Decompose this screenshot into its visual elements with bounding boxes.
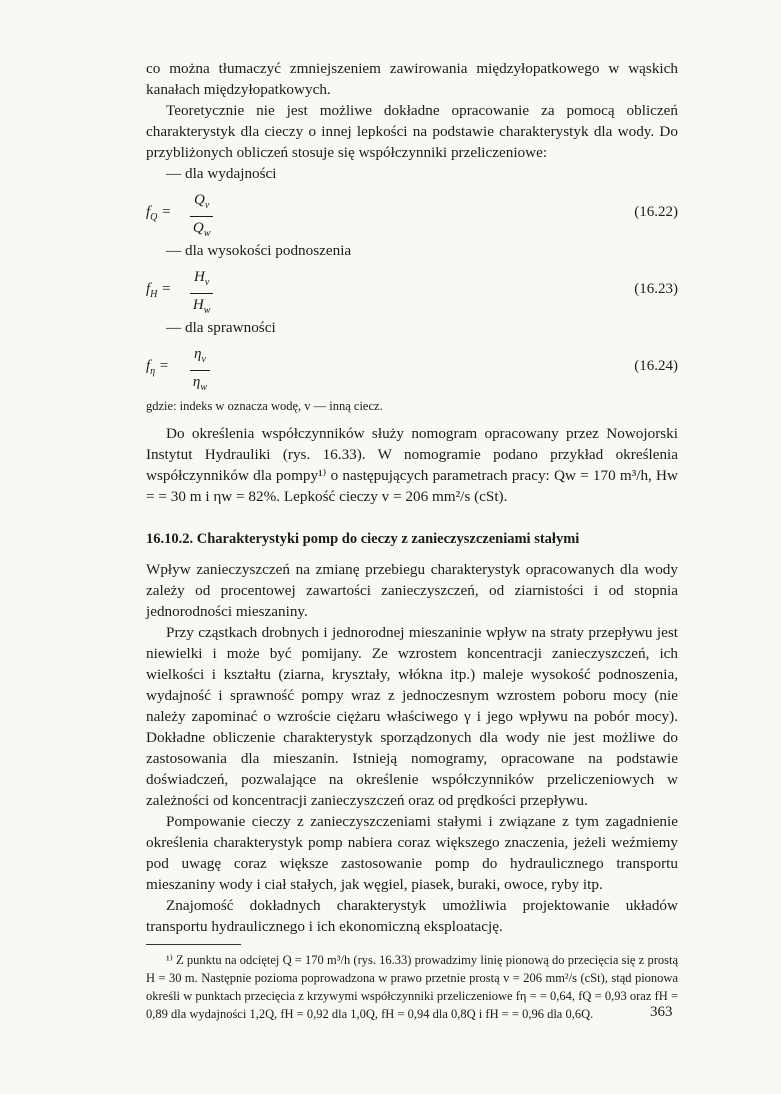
paragraph-5: Przy cząstkach drobnych i jednorodnej mieszaninie wpływ na straty przepływu jest niewielki i może być pomijany. Ze wzrostem koncentracji zanieczyszczeń, ich wielkości i kształtu (ziarna, kryształy, włókna itp.) maleje wysokość podnoszenia, wydajność i sprawność pompy wraz z jednoczesnym wzrostem poboru mocy (nie należy zapominać o wzroście ciężaru właściwego γ i jego wpływu na pobór mocy). Dokładne obliczenie charakterystyk sporządzonych dla wody nie jest możliwe do zastosowania dla mieszanin. Istnieją nomogramy, opracowane na podstawie doświadczeń, pozwalające na określenie współczynników przeliczeniowych w zależności od koncentracji zanieczyszczeń oraz od prędkości przepływu. [146,624,678,809]
fraction [190,344,210,399]
numerator-sub: v [204,200,210,211]
page-body [146,58,678,1023]
paragraph-7: Znajomość dokładnych charakterystyk umożliwia projektowanie układów transportu hydraulicznego i ich ekonomiczną eksploatację. [146,897,678,935]
denominator-sub: w [200,382,208,393]
equation-number: (16.22) [634,204,678,220]
numerator: Q [194,192,205,208]
denominator: Q [192,220,204,236]
denominator: η [192,374,201,390]
section-heading: 16.10.2. Charakterystyki pomp do cieczy z zanieczyszczeniami stałymi [146,531,580,547]
denominator: H [192,297,204,313]
denominator-sub: w [203,305,211,316]
paragraph-3: Do określenia współczynników służy nomogram opracowany przez Nowojorski Instytut Hydrauliki (rys. 16.33). W nomogramie podano przykład określenia współczynników dla pompy¹⁾ o następujących parametrach pracy: Qw = 170 m³/h, Hw = = 30 m i ηw = 82%. Lepkość cieczy v = 206 mm²/s (cSt). [146,425,678,505]
paragraph-1: co można tłumaczyć zmniejszeniem zawirowania międzyłopatkowego w wąskich kanałach międzyłopatkowych. [146,60,678,98]
paragraph-2: Teoretycznie nie jest możliwe dokładne opracowanie za pomocą obliczeń charakterystyk dla cieczy o innej lepkości na podstawie charakterystyk dla wody. Do przybliżonych obliczeń stosuje się współczynniki przeliczeniowe: [146,102,678,161]
dash-item-wysokosc: — dla wysokości podnoszenia [166,242,352,259]
dash-item-wydajnosc: — dla wydajności [166,165,277,182]
eq-lhs-sub: η [150,366,156,377]
footnote-divider [146,944,241,945]
dash-item-sprawnosc: — dla sprawności [166,319,276,336]
paragraph-6: Pompowanie cieczy z zanieczyszczeniami stałymi i związane z tym zagadnienie określenia charakterystyk pomp nabiera coraz większego znaczenia, jeżeli weźmiemy pod uwagę coraz większe zastosowanie pomp do hydraulicznego transportu mieszaniny wody i ciał stałych, jak węgiel, piasek, buraki, owoce, ryby itp. [146,813,678,893]
eq-lhs: f [146,358,151,374]
numerator-sub: v [201,354,206,365]
equation-number: (16.23) [634,281,678,297]
eq-lhs-sub: H [150,289,158,300]
eq-lhs: f [146,281,151,297]
equation-16-24: $f_\eta$ = $\frac{\eta_v}{\eta_w}$ (16.24) [146,344,678,390]
equation-number: (16.24) [634,358,678,374]
fraction [190,267,213,322]
fraction [190,190,213,245]
eq-lhs: f [146,204,151,220]
numerator: η [194,346,202,362]
page-number: 363 [650,1004,673,1020]
numerator-sub: v [204,277,210,288]
legend-note: gdzie: indeks w oznacza wodę, v — inną ciecz. [146,399,383,413]
numerator: H [194,269,205,285]
equation-16-22: $f_Q$ = $\frac{Q_v}{Q_w}$ (16.22) [146,190,678,236]
denominator-sub: w [203,228,211,239]
eq-lhs-sub: Q [150,212,158,223]
paragraph-4: Wpływ zanieczyszczeń na zmianę przebiegu charakterystyk opracowanych dla wody zależy od procentowej zawartości zanieczyszczeń, od ziarnistości i od stopnia jednorodności mieszaniny. [146,561,678,620]
equation-16-23: $f_H$ = $\frac{H_v}{H_w}$ (16.23) [146,267,678,313]
footnote: ¹⁾ Z punktu na odciętej Q = 170 m³/h (rys. 16.33) prowadzimy linię pionową do przecięcia się z prostą H = 30 m. Następnie pozioma poprowadzona w prawo przetnie prostą v = 206 mm²/s (cSt), stąd pionowa określi w punktach przecięcia z krzywymi współczynniki przeliczeniowe fη = = 0,64, fQ = 0,93 oraz fH = 0,89 dla wydajności 1,2Q, fH = 0,92 dla 1,0Q, fH = 0,94 dla 0,8Q i fH = = 0,96 dla 0,6Q. [146,953,678,1021]
